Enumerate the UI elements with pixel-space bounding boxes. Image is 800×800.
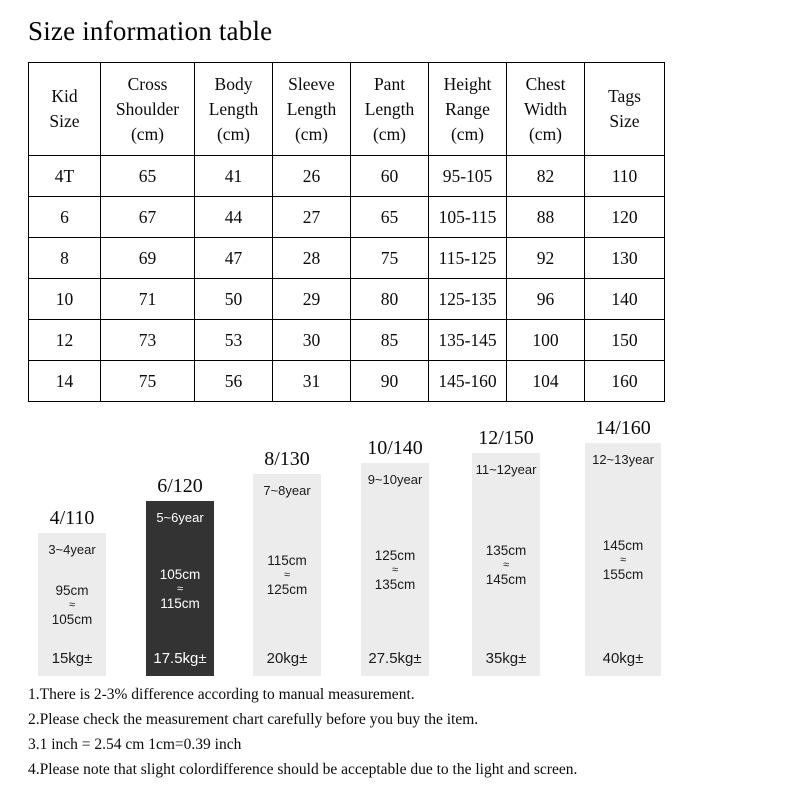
table-row: [29, 197, 665, 238]
table-header-cross_shoulder: [101, 63, 195, 156]
table-header-line: (cm): [450, 123, 485, 144]
size-card-weight: 35kg±: [485, 650, 527, 667]
table-cell-chest_width: 100: [507, 320, 585, 361]
size-card-height-range: [585, 537, 661, 583]
table-cell-cross_shoulder: 65: [101, 156, 195, 197]
table-header-line: Length: [286, 98, 337, 119]
table-header-line: Chest: [525, 73, 566, 94]
table-header-line: Size: [609, 111, 640, 131]
table-cell-kid_size: 6: [29, 197, 101, 238]
table-cell-body_length: 47: [195, 238, 273, 279]
table-cell-body_length: 53: [195, 320, 273, 361]
table-header-line: Shoulder: [115, 98, 180, 119]
table-cell-cross_shoulder: 69: [101, 238, 195, 279]
table-cell-body_length: 56: [195, 361, 273, 402]
table-body: [29, 156, 665, 402]
table-cell-height_range: 115-125: [429, 238, 507, 279]
size-card-label: 14/160: [595, 417, 651, 439]
table-cell-chest_width: 104: [507, 361, 585, 402]
table-cell-sleeve_length: 30: [273, 320, 351, 361]
size-card-weight: 17.5kg±: [153, 650, 207, 667]
size-card-label: 10/140: [367, 437, 423, 459]
size-card[interactable]: [472, 427, 540, 676]
table-cell-sleeve_length: 31: [273, 361, 351, 402]
size-card-range-separator: ≈: [619, 553, 627, 566]
table-cell-kid_size: 12: [29, 320, 101, 361]
size-card[interactable]: [361, 437, 429, 676]
size-card-age: 12~13year: [592, 452, 654, 467]
table-cell-body_length: 50: [195, 279, 273, 320]
table-cell-chest_width: 82: [507, 156, 585, 197]
table-cell-sleeve_length: 27: [273, 197, 351, 238]
table-cell-pant_length: 60: [351, 156, 429, 197]
size-card-height-max: 105cm: [51, 611, 93, 627]
page-title: Size information table: [28, 16, 273, 46]
table-header-line: Range: [445, 98, 490, 119]
table-header-height_range: [429, 63, 507, 156]
size-card-height-range: [361, 547, 429, 593]
table-cell-height_range: 95-105: [429, 156, 507, 197]
size-information-table: [28, 62, 664, 402]
size-card[interactable]: [253, 448, 321, 676]
table-cell-pant_length: 75: [351, 238, 429, 279]
table-header-pant_length: [351, 63, 429, 156]
table-header-line: (cm): [372, 123, 407, 144]
size-card-range-separator: ≈: [391, 563, 399, 576]
table-header-tags_size: [585, 63, 665, 156]
table-header-line: (cm): [294, 123, 329, 144]
notes-list: [28, 682, 772, 782]
size-card-height-max: 155cm: [602, 566, 644, 582]
size-card-height-range: [253, 552, 321, 598]
table-header-line: Height: [443, 73, 492, 94]
table-cell-height_range: 105-115: [429, 197, 507, 238]
size-card-range-separator: ≈: [68, 598, 76, 611]
table-row: [29, 156, 665, 197]
size-card-body: [38, 533, 106, 676]
table-cell-chest_width: 96: [507, 279, 585, 320]
size-card-weight: 27.5kg±: [368, 650, 422, 667]
table-header-row: [29, 63, 665, 156]
table-header-line: Sleeve: [288, 73, 335, 94]
table-cell-sleeve_length: 29: [273, 279, 351, 320]
table-cell-tags_size: 140: [585, 279, 665, 320]
table-header-line: (cm): [528, 123, 563, 144]
table-header-line: Length: [364, 98, 415, 119]
note-line: 3.1 inch = 2.54 cm 1cm=0.39 inch: [28, 736, 242, 753]
size-card-height-min: 145cm: [602, 537, 644, 553]
table-cell-kid_size: 4T: [29, 156, 101, 197]
size-table: [28, 62, 665, 402]
size-card-body: [253, 474, 321, 676]
size-card-height-min: 105cm: [159, 566, 201, 582]
size-card-label: 12/150: [478, 427, 534, 449]
size-card-height-range: [472, 542, 540, 588]
table-cell-kid_size: 10: [29, 279, 101, 320]
size-card-weight: 40kg±: [602, 650, 644, 667]
size-card-height-max: 145cm: [485, 571, 527, 587]
table-cell-tags_size: 120: [585, 197, 665, 238]
table-cell-chest_width: 88: [507, 197, 585, 238]
table-row: [29, 361, 665, 402]
table-cell-pant_length: 85: [351, 320, 429, 361]
table-cell-tags_size: 160: [585, 361, 665, 402]
table-header-kid_size: [29, 63, 101, 156]
table-cell-cross_shoulder: 73: [101, 320, 195, 361]
size-card-age: 9~10year: [367, 472, 423, 487]
table-header-line: Kid: [51, 86, 78, 106]
table-row: [29, 320, 665, 361]
size-card-range-separator: ≈: [176, 582, 184, 595]
table-header-chest_width: [507, 63, 585, 156]
size-card-height-min: 125cm: [374, 547, 416, 563]
table-cell-kid_size: 14: [29, 361, 101, 402]
size-card-body: [472, 453, 540, 676]
table-header-line: Pant: [373, 73, 406, 94]
table-row: [29, 279, 665, 320]
size-card-height-max: 115cm: [160, 595, 200, 611]
table-cell-cross_shoulder: 71: [101, 279, 195, 320]
table-cell-tags_size: 110: [585, 156, 665, 197]
table-header-line: Length: [208, 98, 259, 119]
table-header-line: (cm): [216, 123, 251, 144]
table-cell-tags_size: 130: [585, 238, 665, 279]
table-cell-cross_shoulder: 67: [101, 197, 195, 238]
size-card-age: 7~8year: [263, 483, 311, 498]
size-card-height-max: 135cm: [374, 576, 416, 592]
table-header-line: Width: [523, 98, 568, 119]
size-card[interactable]: [585, 417, 661, 676]
size-card-height-range: [38, 582, 106, 628]
size-card-age: 11~12year: [475, 462, 537, 477]
size-card-height-min: 115cm: [267, 553, 307, 568]
table-header-line: Body: [214, 73, 253, 94]
size-card-body: [585, 443, 661, 676]
table-header-line: Size: [49, 111, 80, 131]
table-header-line: Cross: [127, 73, 168, 94]
size-card-weight: 20kg±: [266, 650, 308, 667]
size-card[interactable]: [146, 475, 214, 676]
size-card-height-max: 125cm: [266, 582, 308, 597]
size-card-height-min: 95cm: [55, 582, 89, 598]
size-card-body: [146, 501, 214, 676]
table-cell-height_range: 125-135: [429, 279, 507, 320]
table-cell-cross_shoulder: 75: [101, 361, 195, 402]
size-card-body: [361, 463, 429, 676]
table-cell-sleeve_length: 26: [273, 156, 351, 197]
table-cell-height_range: 135-145: [429, 320, 507, 361]
table-header-line: (cm): [130, 123, 165, 144]
size-card-range-separator: ≈: [283, 569, 291, 581]
table-cell-tags_size: 150: [585, 320, 665, 361]
size-card-label: 4/110: [49, 507, 95, 529]
size-card-height-min: 135cm: [485, 542, 527, 558]
note-line: 2.Please check the measurement chart carefully before you buy the item.: [28, 711, 479, 728]
note-line: 1.There is 2-3% difference according to manual measurement.: [28, 686, 415, 703]
table-header: [29, 63, 665, 156]
size-card[interactable]: [38, 507, 106, 676]
note-line: 4.Please note that slight colordifference should be acceptable due to the light and screen.: [28, 761, 578, 778]
table-cell-pant_length: 65: [351, 197, 429, 238]
table-header-line: Tags: [608, 86, 641, 106]
table-cell-body_length: 41: [195, 156, 273, 197]
table-cell-kid_size: 8: [29, 238, 101, 279]
table-cell-sleeve_length: 28: [273, 238, 351, 279]
size-card-age: 3~4year: [48, 542, 96, 557]
table-header-body_length: [195, 63, 273, 156]
table-cell-pant_length: 90: [351, 361, 429, 402]
table-cell-pant_length: 80: [351, 279, 429, 320]
table-cell-height_range: 145-160: [429, 361, 507, 402]
table-header-sleeve_length: [273, 63, 351, 156]
size-card-range-separator: ≈: [502, 558, 510, 571]
size-card-weight: 15kg±: [51, 650, 93, 667]
table-row: [29, 238, 665, 279]
size-card-label: 6/120: [157, 475, 203, 497]
table-cell-body_length: 44: [195, 197, 273, 238]
table-cell-chest_width: 92: [507, 238, 585, 279]
size-card-age: 5~6year: [156, 510, 204, 525]
size-card-label: 8/130: [264, 448, 310, 470]
size-card-chart: [0, 404, 800, 676]
size-card-height-range: [146, 566, 214, 612]
